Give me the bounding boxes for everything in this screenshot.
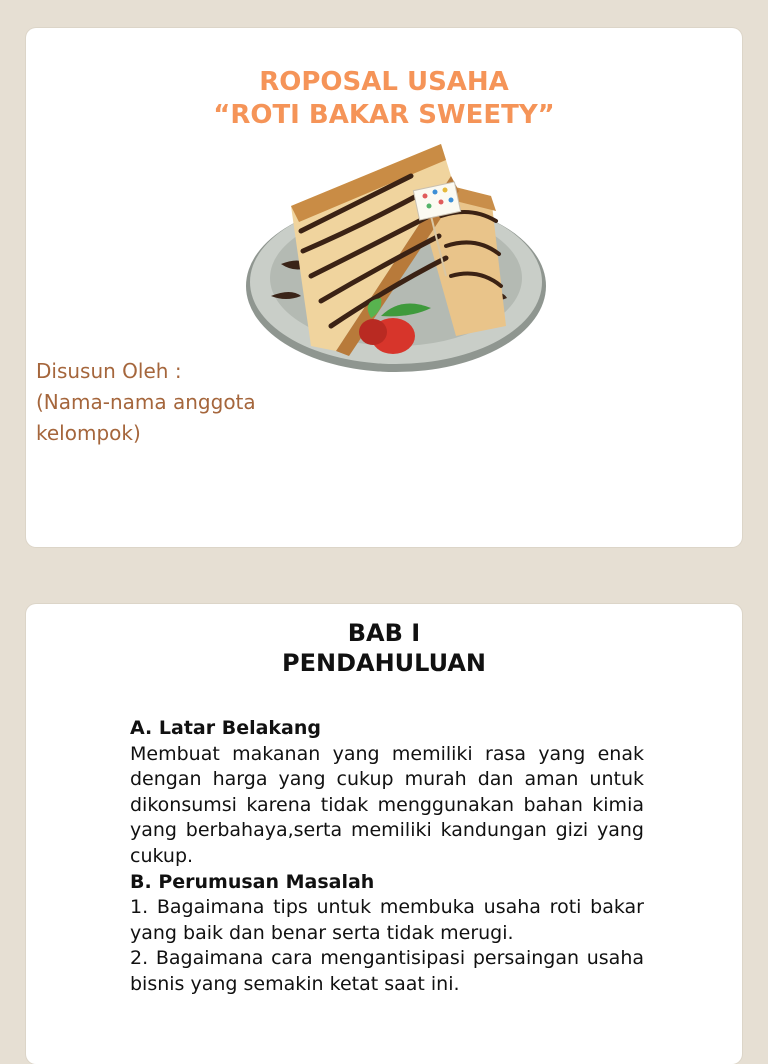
- section-a-text: Membuat makanan yang memiliki rasa yang enak dengan harga yang cukup murah dan aman untuk dikonsumsi karena tidak menggunakan bahan kimia yang berbahaya,serta memiliki kandungan gizi yang cukup.: [130, 742, 644, 867]
- cover-title-line-1: ROPOSAL USAHA: [259, 67, 509, 97]
- author-line-2: (Nama-nama anggota: [36, 390, 256, 414]
- author-line-3: kelompok): [36, 421, 141, 445]
- chapter-name: PENDAHULUAN: [282, 649, 486, 677]
- cover-title-line-2: “ROTI BAKAR SWEETY”: [213, 100, 555, 130]
- author-line-1: Disusun Oleh :: [36, 359, 182, 383]
- cover-title: [26, 66, 742, 132]
- section-b-heading: B. Perumusan Masalah: [130, 870, 375, 893]
- toast-with-chocolate-on-plate-icon: [241, 136, 551, 376]
- slide-cover: [26, 28, 742, 547]
- chapter-title: [26, 618, 742, 678]
- section-b-item-2: 2. Bagaimana cara mengantisipasi persaingan usaha bisnis yang semakin ketat saat ini.: [130, 947, 644, 995]
- section-b-item-1: 1. Bagaimana tips untuk membuka usaha roti bakar yang baik dan benar serta tidak merugi.: [130, 896, 644, 944]
- chapter-content: [130, 716, 644, 998]
- slide-chapter-1: [26, 604, 742, 1064]
- chapter-number: BAB I: [347, 619, 421, 647]
- author-block: [36, 356, 316, 449]
- section-a-heading: A. Latar Belakang: [130, 717, 321, 739]
